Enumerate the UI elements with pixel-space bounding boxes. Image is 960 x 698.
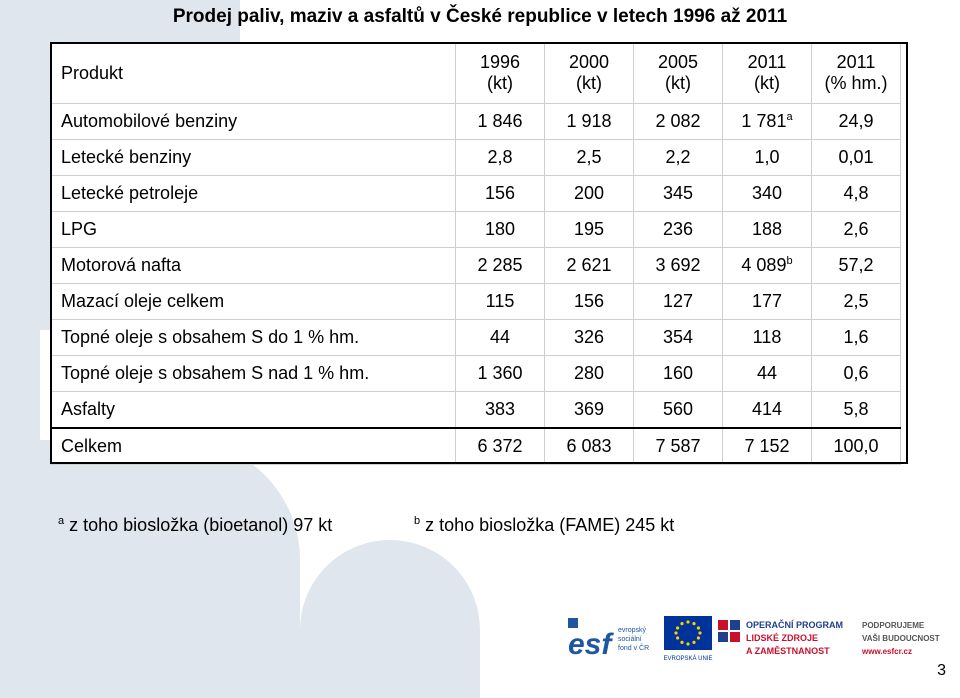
value-cell-v1996: [456, 392, 545, 429]
table-row: [51, 104, 901, 140]
page-number: 3: [937, 662, 946, 679]
op-lzz-logo: [718, 619, 843, 656]
value-text: 383: [484, 399, 516, 419]
header-col-2000: [545, 43, 634, 104]
header-year: 2005: [657, 52, 699, 72]
footnote-marker: a: [786, 111, 793, 123]
value-text: 354: [662, 327, 694, 347]
footnote-a: [58, 515, 332, 536]
value-cell-v2011: [723, 428, 812, 465]
value-text: 118: [752, 327, 782, 347]
value-cell-v1996: [456, 284, 545, 320]
product-cell: Letecké petroleje: [51, 176, 456, 212]
value-cell-pct: [812, 428, 901, 465]
product-cell: Topné oleje s obsahem S do 1 % hm.: [51, 320, 456, 356]
value-cell-v2005: [634, 320, 723, 356]
header-year: 2011: [747, 52, 787, 72]
table-row: [51, 176, 901, 212]
value-cell-pct: [812, 212, 901, 248]
table-row: [51, 320, 901, 356]
value-cell-pct: [812, 356, 901, 392]
support-line-1: PODPORUJEME: [862, 621, 925, 630]
value-text: 7 587: [655, 436, 701, 456]
value-cell-v2000: [545, 140, 634, 176]
header-unit: (kt): [576, 73, 602, 93]
value-cell-v2000: [545, 212, 634, 248]
value-text: 280: [573, 363, 605, 383]
header-unit: (kt): [665, 73, 691, 93]
product-cell: LPG: [51, 212, 456, 248]
value-text: 2,5: [843, 291, 869, 311]
esf-mark: esf: [568, 628, 612, 661]
value-text: 0,6: [843, 363, 869, 383]
op-line-1: OPERAČNÍ PROGRAM: [746, 620, 844, 630]
value-cell-v1996: [456, 320, 545, 356]
value-text: 200: [573, 183, 605, 203]
value-text: 236: [662, 219, 694, 239]
header-year: 2000: [568, 52, 610, 72]
value-cell-v2011: [723, 320, 812, 356]
product-cell: Asfalty: [51, 392, 456, 429]
value-cell-v2005: [634, 284, 723, 320]
footnote-b-mark: b: [414, 515, 421, 527]
value-text: 57,2: [838, 255, 874, 275]
value-cell-pct: [812, 140, 901, 176]
value-cell-v2011: [723, 284, 812, 320]
background-shape: [0, 330, 40, 440]
value-text: 345: [662, 183, 694, 203]
table-row: [51, 140, 901, 176]
value-text: 2,5: [576, 147, 602, 167]
value-cell-v2005: [634, 176, 723, 212]
value-text: 1 846: [477, 111, 523, 131]
value-text: 188: [751, 219, 783, 239]
esf-sub-line: evropský: [618, 627, 647, 634]
value-cell-v1996: [456, 104, 545, 140]
esf-logo: [568, 618, 649, 661]
value-text: 340: [751, 183, 783, 203]
header-product: Produkt: [51, 43, 456, 104]
background-shape: [300, 540, 480, 698]
value-cell-v1996: [456, 140, 545, 176]
background-shape: [0, 440, 300, 698]
value-cell-v2000: [545, 392, 634, 429]
value-cell-v2011: [723, 140, 812, 176]
value-text: 6 372: [477, 436, 523, 456]
fuel-sales-table: [50, 42, 901, 465]
op-square-icon: [730, 620, 740, 630]
table-row: [51, 284, 901, 320]
table-body: [51, 104, 901, 465]
value-text: 156: [573, 291, 605, 311]
op-square-icon: [730, 632, 740, 642]
value-text: 4 089: [741, 255, 787, 275]
op-line-2: LIDSKÉ ZDROJE: [746, 633, 819, 643]
value-text: 0,01: [838, 147, 874, 167]
value-cell-v2011: [723, 176, 812, 212]
value-text: 44: [489, 327, 511, 347]
value-cell-v2005: [634, 248, 723, 284]
value-cell-v2011: [723, 356, 812, 392]
value-cell-pct: [812, 320, 901, 356]
value-cell-v2005: [634, 104, 723, 140]
value-cell-v2000: [545, 356, 634, 392]
value-text: 44: [756, 363, 778, 383]
product-cell: Mazací oleje celkem: [51, 284, 456, 320]
header-unit: (% hm.): [824, 73, 888, 93]
product-cell: Automobilové benziny: [51, 104, 456, 140]
table-row: [51, 428, 901, 465]
sponsor-logos: [566, 612, 956, 668]
esf-sub-line: fond v ČR: [618, 645, 650, 652]
value-cell-pct: [812, 176, 901, 212]
value-text: 2 285: [477, 255, 523, 275]
support-logo: [861, 621, 940, 656]
value-cell-v1996: [456, 212, 545, 248]
eu-label: EVROPSKÁ UNIE: [663, 656, 713, 662]
support-line-2: VAŠI BUDOUCNOST: [862, 634, 940, 643]
value-text: 127: [662, 291, 694, 311]
value-cell-v2005: [634, 140, 723, 176]
footnote-marker: b: [786, 255, 793, 267]
value-cell-v2005: [634, 428, 723, 465]
esf-square-icon: [568, 618, 578, 628]
value-text: 3 692: [655, 255, 701, 275]
value-text: 1,6: [843, 327, 869, 347]
value-text: 1 360: [477, 363, 523, 383]
value-text: 1 781: [741, 111, 787, 131]
value-text: 4,8: [843, 183, 869, 203]
value-text: 100,0: [833, 436, 879, 456]
footnote-b: [414, 515, 674, 536]
table-row: [51, 356, 901, 392]
header-col-1996: [456, 43, 545, 104]
value-text: 414: [751, 399, 783, 419]
product-cell: Topné oleje s obsahem S nad 1 % hm.: [51, 356, 456, 392]
value-cell-pct: [812, 104, 901, 140]
value-cell-v2000: [545, 176, 634, 212]
value-text: 156: [484, 183, 516, 203]
page-title: Prodej paliv, maziv a asfaltů v České republice v letech 1996 až 2011: [172, 6, 788, 27]
value-cell-v1996: [456, 176, 545, 212]
value-text: 115: [485, 291, 515, 311]
value-cell-pct: [812, 284, 901, 320]
table-header-row: [51, 43, 901, 104]
value-cell-v2005: [634, 356, 723, 392]
value-cell-v2005: [634, 392, 723, 429]
value-text: 6 083: [566, 436, 612, 456]
value-text: 177: [751, 291, 783, 311]
value-cell-v2000: [545, 320, 634, 356]
value-cell-v2011: [723, 104, 812, 140]
header-col-2011: [723, 43, 812, 104]
value-text: 2,6: [843, 219, 869, 239]
value-text: 369: [573, 399, 605, 419]
header-col-2005: [634, 43, 723, 104]
value-cell-v2005: [634, 212, 723, 248]
eu-logo: [663, 616, 712, 662]
value-cell-v2011: [723, 248, 812, 284]
value-text: 7 152: [744, 436, 790, 456]
value-cell-v2011: [723, 392, 812, 429]
footnote-b-text: z toho biosložka (FAME) 245 kt: [425, 515, 675, 535]
value-text: 24,9: [838, 111, 874, 131]
table-row: [51, 392, 901, 429]
footnote-a-text: z toho biosložka (bioetanol) 97 kt: [69, 515, 333, 535]
header-col-2011-pct: [812, 43, 901, 104]
value-cell-v2000: [545, 248, 634, 284]
support-url: www.esfcr.cz: [862, 647, 912, 656]
value-text: 2,8: [487, 147, 513, 167]
op-line-3: A ZAMĚSTNANOST: [746, 646, 830, 656]
product-cell: Celkem: [51, 428, 456, 465]
value-cell-pct: [812, 392, 901, 429]
value-cell-v2000: [545, 104, 634, 140]
header-year: 1996: [479, 52, 521, 72]
value-text: 2,2: [665, 147, 691, 167]
product-cell: Letecké benziny: [51, 140, 456, 176]
footnote-a-mark: a: [58, 515, 65, 527]
value-text: 5,8: [843, 399, 869, 419]
value-cell-v1996: [456, 248, 545, 284]
value-text: 560: [662, 399, 694, 419]
value-cell-v2011: [723, 212, 812, 248]
esf-sub-line: sociální: [618, 636, 642, 643]
value-cell-v1996: [456, 428, 545, 465]
op-square-icon: [718, 632, 728, 642]
value-text: 195: [573, 219, 605, 239]
table-row: [51, 212, 901, 248]
header-unit: (kt): [754, 73, 780, 93]
value-text: 2 082: [655, 111, 701, 131]
value-cell-v2000: [545, 428, 634, 465]
op-square-icon: [718, 620, 728, 630]
product-cell: Motorová nafta: [51, 248, 456, 284]
value-cell-pct: [812, 248, 901, 284]
value-cell-v2000: [545, 284, 634, 320]
value-text: 160: [662, 363, 694, 383]
header-year: 2011: [836, 52, 876, 72]
value-text: 326: [573, 327, 605, 347]
value-text: 1 918: [566, 111, 612, 131]
table-row: [51, 248, 901, 284]
value-cell-v1996: [456, 356, 545, 392]
header-unit: (kt): [487, 73, 513, 93]
value-text: 2 621: [566, 255, 612, 275]
value-text: 180: [484, 219, 516, 239]
value-text: 1,0: [754, 147, 780, 167]
